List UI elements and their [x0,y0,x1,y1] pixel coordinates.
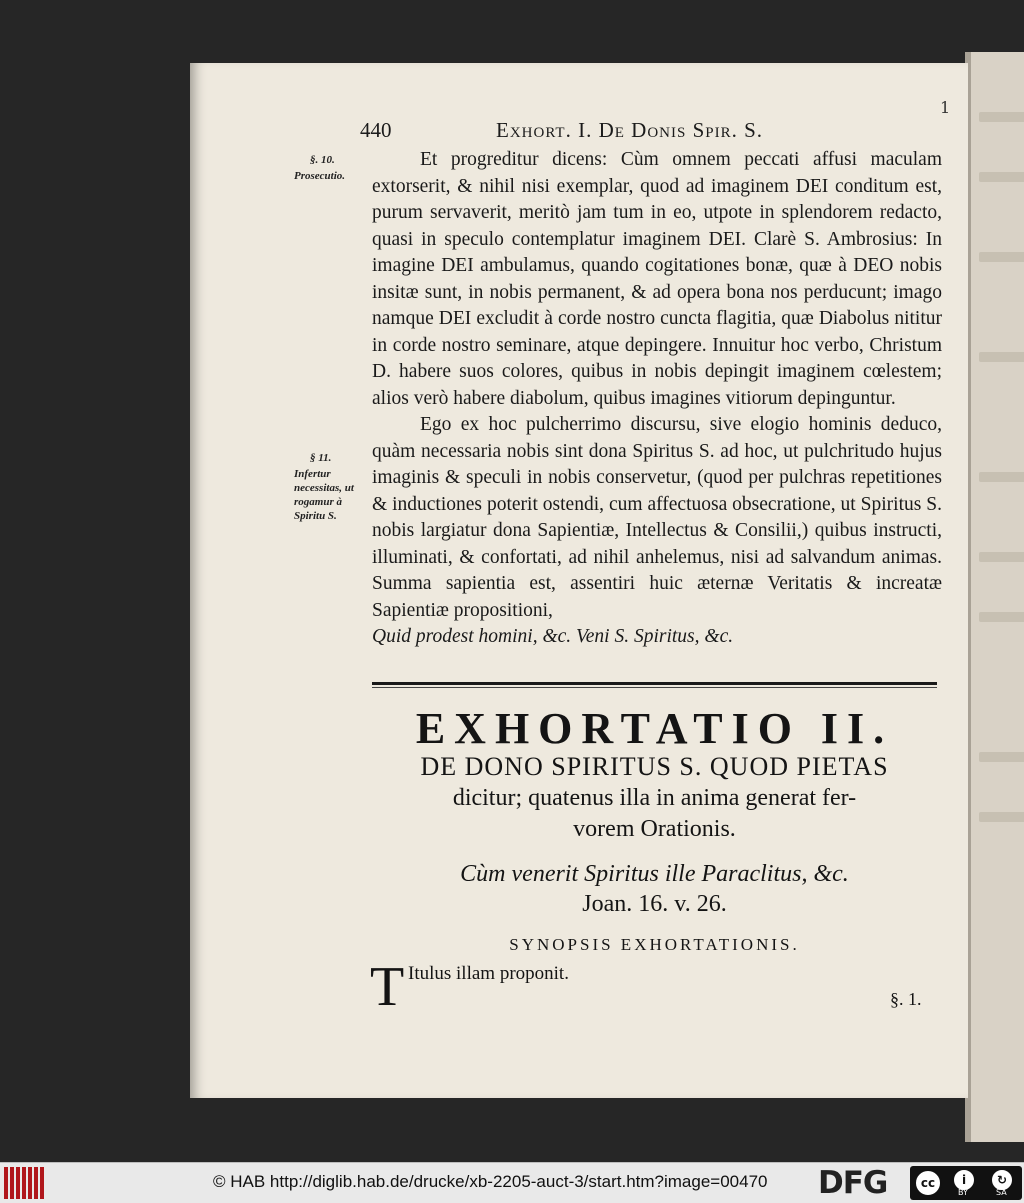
main-text [372,147,942,651]
exhortation-subtitle-cont [372,783,937,845]
paragraph-2: Ego ex hoc pulcherrimo discursu, sive elogio hominis deduco, quàm necessaria nobis sint dona Spiritus S. ad hoc, ut pulchritudo hujus imaginis & speculi in nobis conservetur, (quod per pulchras repetitiones & inductiones poterit ostendi, cum affectuosa obsecratione, ut Spiritus S. nobis largiatur dona Sapientiæ, Intellectus & Consilii,) quibus instructi, illuminati, & confortati, ad nihil anhelemus, nisi ad salvandum animas. Summa sapientia est, assentiri huic æternæ Veritatis & increatæ Sapientiæ propositioni, [372,414,942,621]
margin-section-11: § 11. [310,452,332,464]
paragraph-1: Et progreditur dicens: Cùm omnem peccati affusi maculam extorserit, & nihil nisi exemplar, quod ad imaginem DEI conditum est, purum servaverit, meritò jam tum in eo, utpote in splendorem redacto, quasi in speculo contemplatur imaginem DEI. Clarè S. Ambrosius: In imagine DEI ambulamus, quando cogitationes bonæ, quæ à DEO nobis insitæ sunt, in nobis permanent, & ad opera bona nos perducunt; imago namque DEI excludit à corde nostro cuncta flagitia, quæ Diabolus nititur in corde nostro seminare, atque depingere. Innuitur hoc verbo, Christum D. habere suos colores, quibus in nobis depingit imaginem cœlestem; alios verò habere diabolum, quibus imagines vitiorum depinguntur. [372,149,942,409]
cc-by-label: BY [958,1188,968,1197]
bleed-through-text [979,352,1024,362]
bleed-through-text [979,752,1024,762]
exhortation-subtitle: DE DONO SPIRITUS S. QUOD PIETAS [420,752,889,781]
running-head-title: Exhort. I. De Donis Spir. S. [496,118,764,142]
viewer-footer [0,1162,1024,1203]
share-alike-icon: ↻ [990,1168,1014,1192]
drop-cap: T [370,956,405,1018]
copyright-link[interactable]: © HAB http://diglib.hab.de/drucke/xb-2205-auct-3/start.htm?image=00470 [213,1172,768,1191]
synopsis-text: Itulus illam proponit. [408,963,569,984]
cc-sa-label: SA [996,1188,1007,1197]
margin-note-prosecutio: Prosecutio. [294,170,346,182]
scripture-quote: Cùm venerit Spiritus ille Paraclitus, &c. [460,861,849,887]
book-page [190,63,968,1098]
subtitle-line-1: dicitur; quatenus illa in anima generat fer- [452,785,857,811]
page-number: 440 [360,118,392,142]
bleed-through-text [979,812,1024,822]
bleed-through-text [979,472,1024,482]
bleed-through-text [979,612,1024,622]
margin-note-infertur: Infertur necessitas, ut rogamur à Spiritu S. [294,468,354,522]
scripture-reference: Joan. 16. v. 26. [582,891,727,917]
bleed-through-text [979,252,1024,262]
section-mark: §. 1. [890,989,922,1009]
margin-section-10: §. 10. [310,154,335,166]
bleed-through-text [979,172,1024,182]
dfg-logo[interactable]: DFG [818,1165,888,1201]
closing-line: Quid prodest homini, &c. Veni S. Spiritus, &c. [372,626,734,647]
synopsis-heading: SYNOPSIS EXHORTATIONIS. [509,935,800,954]
adjacent-page-edge [965,52,1024,1142]
cc-icon: cc [914,1169,942,1197]
attribution-icon: i [952,1168,976,1192]
subtitle-line-2: vorem Orationis. [573,816,736,842]
section-divider [372,682,937,688]
bleed-through-text [979,112,1024,122]
bleed-through-text [979,552,1024,562]
corner-mark: 1 [940,98,951,117]
running-header [360,118,960,148]
hab-logo-icon[interactable] [4,1167,46,1199]
cc-license-badge[interactable] [910,1166,1022,1200]
exhortation-title: EXHORTATIO II. [415,704,894,753]
